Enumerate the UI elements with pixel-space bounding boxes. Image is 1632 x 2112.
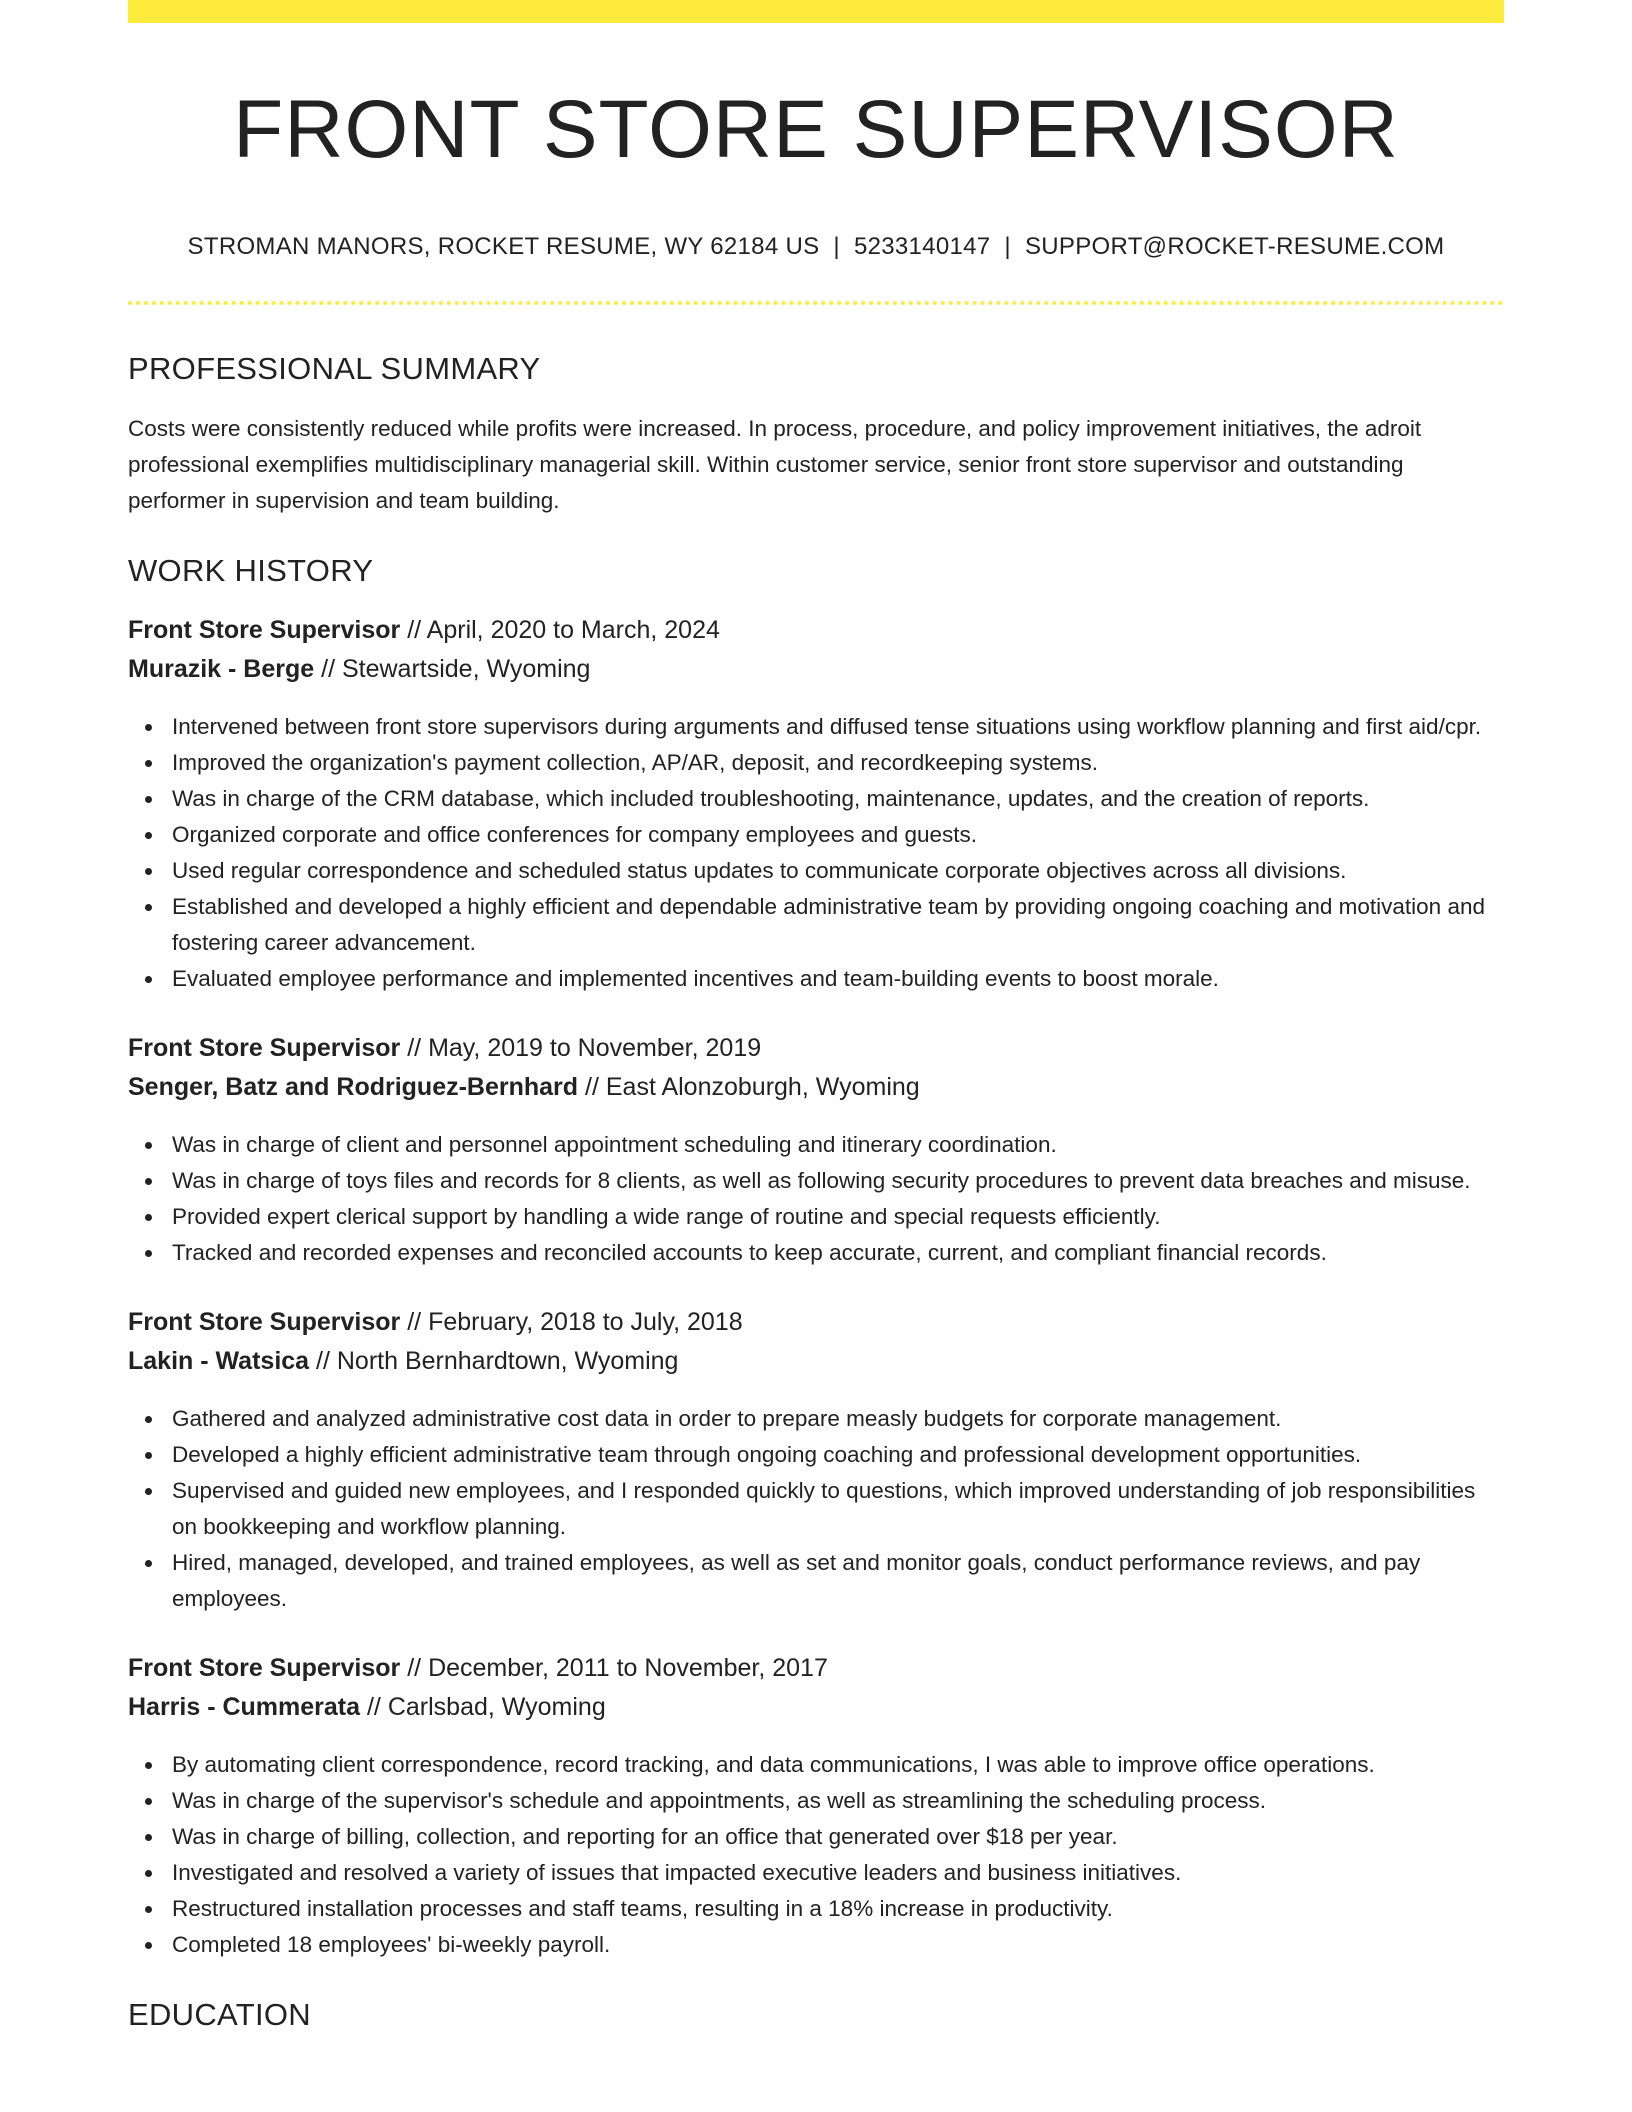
job-dates: February, 2018 to July, 2018 xyxy=(428,1308,743,1337)
job-bullet-list xyxy=(128,1747,1504,1963)
job-bullet: Was in charge of client and personnel appointment scheduling and itinerary coordination. xyxy=(172,1127,1504,1163)
resume-page xyxy=(128,0,1504,2033)
job-dates: December, 2011 to November, 2017 xyxy=(428,1654,828,1683)
job-bullet: Was in charge of the supervisor's schedule and appointments, as well as streamlining the scheduling process. xyxy=(172,1783,1504,1819)
job-role-line xyxy=(128,1649,1504,1688)
summary-text: Costs were consistently reduced while profits were increased. In process, procedure, and policy improvement initiatives, the adroit professional exemplifies multidisciplinary managerial skill. Within customer service, senior front store supervisor and outstanding performer in supervision and team building. xyxy=(128,416,1422,514)
job-divider: // xyxy=(360,1693,388,1722)
job-role-line xyxy=(128,611,1504,650)
contact-separator: | xyxy=(1004,233,1011,261)
education-heading: EDUCATION xyxy=(128,1997,311,2033)
job-role: Front Store Supervisor xyxy=(128,1308,401,1337)
job-divider: // xyxy=(400,616,427,645)
contact-separator: | xyxy=(833,233,840,261)
job-entry xyxy=(128,611,1504,997)
job-dates: April, 2020 to March, 2024 xyxy=(426,616,720,645)
job-divider: // xyxy=(314,655,342,684)
job-bullet: Provided expert clerical support by handling a wide range of routine and special requests efficiently. xyxy=(172,1199,1504,1235)
job-bullet: Organized corporate and office conferences for company employees and guests. xyxy=(172,817,1504,853)
job-bullet: Completed 18 employees' bi-weekly payroll. xyxy=(172,1927,1504,1963)
job-bullet: Developed a highly efficient administrative team through ongoing coaching and professional development opportunities. xyxy=(172,1437,1504,1473)
job-bullet: By automating client correspondence, record tracking, and data communications, I was able to improve office operations. xyxy=(172,1747,1504,1783)
job-divider: // xyxy=(578,1073,606,1102)
job-bullet-list xyxy=(128,709,1504,997)
job-role-line xyxy=(128,1029,1504,1068)
contact-email: SUPPORT@ROCKET-RESUME.COM xyxy=(1024,233,1445,261)
contact-line xyxy=(128,233,1504,261)
header-divider xyxy=(128,301,1504,305)
job-company-line xyxy=(128,1068,1504,1107)
job-bullet: Intervened between front store supervisors during arguments and diffused tense situations using workflow planning and first aid/cpr. xyxy=(172,709,1504,745)
job-bullet: Established and developed a highly efficient and dependable administrative team by providing ongoing coaching and motivation and fostering career advancement. xyxy=(172,889,1504,961)
job-company: Murazik - Berge xyxy=(128,655,315,684)
job-bullet: Evaluated employee performance and implemented incentives and team-building events to boost morale. xyxy=(172,961,1504,997)
job-bullet: Gathered and analyzed administrative cost data in order to prepare measly budgets for corporate management. xyxy=(172,1401,1504,1437)
job-dates: May, 2019 to November, 2019 xyxy=(428,1034,762,1063)
job-bullet-list xyxy=(128,1127,1504,1271)
job-company-line xyxy=(128,1688,1504,1727)
job-divider: // xyxy=(400,1308,429,1337)
job-entry xyxy=(128,1029,1504,1271)
job-bullet: Improved the organization's payment collection, AP/AR, deposit, and recordkeeping systems. xyxy=(172,745,1504,781)
job-role-line xyxy=(128,1303,1504,1342)
job-location: North Bernhardtown, Wyoming xyxy=(336,1347,679,1376)
job-bullet: Was in charge of the CRM database, which included troubleshooting, maintenance, updates, and the creation of reports. xyxy=(172,781,1504,817)
job-company: Harris - Cummerata xyxy=(128,1693,361,1722)
work-history-heading: WORK HISTORY xyxy=(128,553,374,589)
job-bullet: Supervised and guided new employees, and I responded quickly to questions, which improved understanding of job responsibilities on bookkeeping and workflow planning. xyxy=(172,1473,1504,1545)
job-company: Lakin - Watsica xyxy=(128,1347,310,1376)
contact-phone: 5233140147 xyxy=(853,233,991,261)
job-location: East Alonzoburgh, Wyoming xyxy=(605,1073,920,1102)
job-bullet: Was in charge of billing, collection, and reporting for an office that generated over $18 per year. xyxy=(172,1819,1504,1855)
job-location: Stewartside, Wyoming xyxy=(341,655,591,684)
job-company: Senger, Batz and Rodriguez-Bernhard xyxy=(128,1073,579,1102)
job-divider: // xyxy=(309,1347,337,1376)
job-company-line xyxy=(128,1342,1504,1381)
resume-title: FRONT STORE SUPERVISOR xyxy=(233,84,1399,175)
job-bullet: Restructured installation processes and staff teams, resulting in a 18% increase in productivity. xyxy=(172,1891,1504,1927)
work-history-list xyxy=(128,611,1504,1963)
job-bullet: Tracked and recorded expenses and reconciled accounts to keep accurate, current, and compliant financial records. xyxy=(172,1235,1504,1271)
accent-bar xyxy=(128,0,1504,23)
job-company-line xyxy=(128,650,1504,689)
job-bullet: Hired, managed, developed, and trained employees, as well as set and monitor goals, conduct performance reviews, and pay employees. xyxy=(172,1545,1504,1617)
job-role: Front Store Supervisor xyxy=(128,616,401,645)
job-role: Front Store Supervisor xyxy=(128,1034,401,1063)
contact-address: STROMAN MANORS, ROCKET RESUME, WY 62184 US xyxy=(187,233,820,261)
job-bullet-list xyxy=(128,1401,1504,1617)
summary-heading: PROFESSIONAL SUMMARY xyxy=(128,351,541,387)
job-entry xyxy=(128,1303,1504,1617)
job-role: Front Store Supervisor xyxy=(128,1654,401,1683)
job-bullet: Used regular correspondence and scheduled status updates to communicate corporate objectives across all divisions. xyxy=(172,853,1504,889)
job-location: Carlsbad, Wyoming xyxy=(387,1693,606,1722)
job-bullet: Investigated and resolved a variety of issues that impacted executive leaders and business initiatives. xyxy=(172,1855,1504,1891)
job-entry xyxy=(128,1649,1504,1963)
job-divider: // xyxy=(400,1654,429,1683)
job-bullet: Was in charge of toys files and records for 8 clients, as well as following security procedures to prevent data breaches and misuse. xyxy=(172,1163,1504,1199)
job-divider: // xyxy=(400,1034,429,1063)
